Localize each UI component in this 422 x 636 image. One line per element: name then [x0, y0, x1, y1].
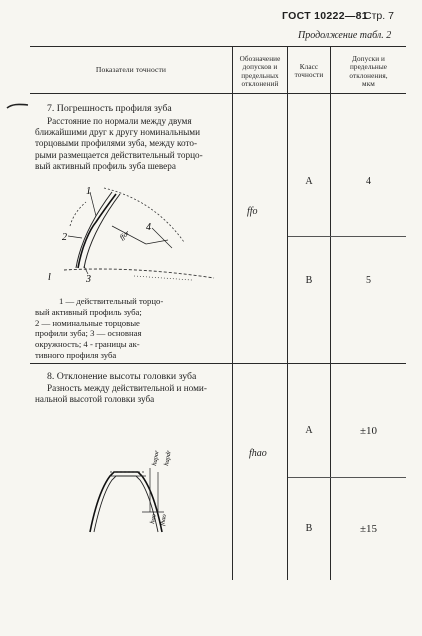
- table-top-rule: [30, 46, 406, 47]
- header-class: [288, 63, 330, 80]
- label-hapdr: hapdr: [163, 449, 173, 467]
- row7-class-a: A: [305, 176, 313, 187]
- header-tolerances-line: отклонения,: [349, 71, 388, 80]
- row8-title: 8. Отклонение высоты головки зуба: [47, 371, 197, 382]
- page-number: Стр. 7: [364, 10, 394, 22]
- caption-line: окружность; 4 - границы ак-: [35, 339, 140, 350]
- table-continuation: Продолжение табл. 2: [298, 30, 392, 41]
- row7-description-line: Расстояние по нормали между двумя: [47, 116, 192, 126]
- header-tolerances-line: мкм: [362, 80, 375, 89]
- label-hapor: hapor: [151, 449, 161, 467]
- row8-class-b: В: [305, 523, 313, 534]
- row8-tolerance-a: ±10: [359, 425, 378, 437]
- header-tolerances: [331, 55, 406, 89]
- row7-tolerance-a: 4: [366, 176, 371, 187]
- row7-description-line: ближайшими друг к другу номинальными: [35, 127, 201, 138]
- header-designation-line: предельных: [241, 71, 279, 80]
- row8-tolerance-b: ±15: [359, 523, 378, 535]
- header-designation-line: Обозначение: [239, 55, 281, 63]
- figure-label-1: 1: [86, 186, 91, 197]
- row7-description: [35, 116, 227, 172]
- column-divider-1: [232, 46, 233, 580]
- caption-line: 2 — номинальные торцовые: [35, 317, 140, 328]
- class-divider-row8: [288, 477, 406, 478]
- row7-description-line: вый активный профиль зуба шевера: [35, 160, 176, 171]
- figure-label-3: 3: [86, 274, 91, 285]
- label-fhao: fhao: [159, 513, 168, 527]
- figure-label-l: l: [48, 272, 51, 283]
- row7-figure-caption: [35, 296, 227, 361]
- row8-description-line: Разность между действительной и номи-: [47, 383, 207, 393]
- label-hao: hao: [149, 513, 158, 525]
- gost-number: ГОСТ 10222—81: [282, 10, 368, 22]
- tooth-head-figure: [84, 432, 196, 536]
- figure-label-ffor: ffor: [118, 228, 132, 242]
- row7-description-line: рыми размещается действительный торцо-: [35, 149, 203, 160]
- header-designation-line: допусков и: [242, 63, 278, 72]
- row-divider: [30, 363, 406, 364]
- row7-title: 7. Погрешность профиля зуба: [47, 103, 172, 114]
- header-tolerances-line: Допуски и: [351, 55, 385, 63]
- header-designation-line: отклонений: [241, 80, 279, 89]
- row8-description-line: нальной высотой головки зуба: [35, 394, 155, 405]
- header-designation: [233, 55, 287, 89]
- header-class-line: Класс: [299, 63, 319, 71]
- row8-description: [35, 383, 227, 405]
- table-header-rule: [30, 93, 406, 94]
- row7-class-b: B: [305, 275, 313, 286]
- figure-label-2: 2: [62, 232, 67, 243]
- tooth-profile-figure: [34, 182, 230, 292]
- row8-class-a: А: [305, 425, 313, 436]
- caption-line: тивного профиля зуба: [35, 349, 117, 360]
- header-tolerances-line: предельные: [349, 63, 388, 72]
- class-divider-row7: [288, 236, 406, 237]
- row7-tolerance-b: 5: [366, 275, 371, 286]
- row7-symbol: ffо: [247, 206, 258, 217]
- margin-mark: [6, 102, 30, 110]
- header-indicators: Показатели точности: [95, 65, 167, 74]
- column-divider-2: [287, 46, 288, 580]
- caption-line: 1 — действительный торцо-: [59, 296, 164, 306]
- caption-line: профили зуба; 3 — основная: [35, 328, 142, 339]
- header-class-line: точности: [294, 71, 324, 80]
- row8-symbol: fhaо: [249, 448, 267, 459]
- caption-line: вый активный профиль зуба;: [35, 306, 142, 317]
- row7-description-line: торцовыми профилями зуба, между кото-: [35, 138, 198, 149]
- figure-label-4: 4: [146, 222, 151, 233]
- column-divider-3: [330, 46, 331, 580]
